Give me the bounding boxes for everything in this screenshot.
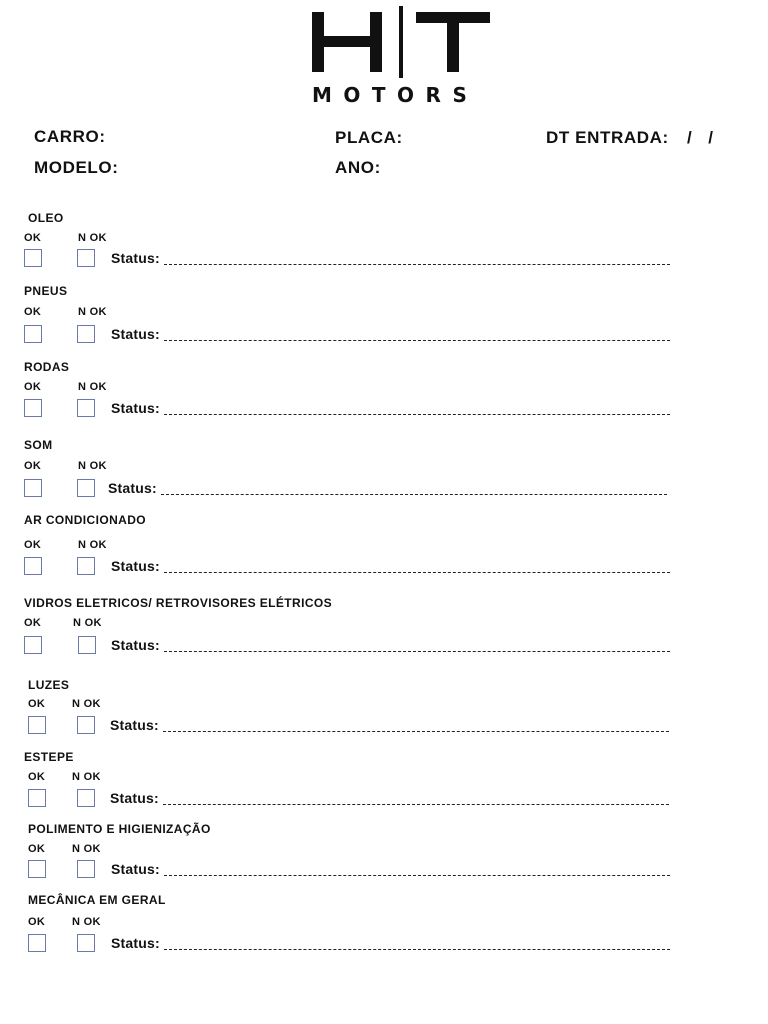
section-title: AR CONDICIONADO (24, 513, 146, 527)
status-input-line[interactable] (163, 804, 669, 805)
status-label: Status: (108, 480, 157, 496)
status-input-line[interactable] (161, 494, 667, 495)
ok-checkbox[interactable] (24, 636, 42, 654)
section-som (0, 438, 768, 508)
ok-checkbox[interactable] (28, 860, 46, 878)
status-input-line[interactable] (164, 264, 670, 265)
section-title: OLEO (28, 211, 64, 225)
ok-label: OK (28, 916, 46, 928)
section-title: SOM (24, 438, 53, 452)
nok-checkbox[interactable] (77, 789, 95, 807)
nok-checkbox[interactable] (77, 249, 95, 267)
section-oleo (0, 211, 768, 281)
status-input-line[interactable] (163, 731, 669, 732)
status-input-line[interactable] (164, 949, 670, 950)
status-label: Status: (111, 637, 160, 653)
nok-label: N OK (78, 539, 107, 551)
section-title: MECÂNICA EM GERAL (28, 893, 166, 907)
section-title: VIDROS ELETRICOS/ RETROVISORES ELÉTRICOS (24, 596, 333, 610)
nok-label: N OK (78, 381, 107, 393)
nok-checkbox[interactable] (77, 934, 95, 952)
section-luzes (0, 678, 768, 748)
nok-checkbox[interactable] (77, 716, 95, 734)
ok-checkbox[interactable] (28, 716, 46, 734)
section-estepe (0, 750, 768, 820)
status-label: Status: (111, 861, 160, 877)
nok-label: N OK (72, 843, 101, 855)
status-label: Status: (111, 400, 160, 416)
status-input-line[interactable] (164, 414, 670, 415)
ok-checkbox[interactable] (24, 249, 42, 267)
section-title: POLIMENTO E HIGIENIZAÇÃO (28, 822, 211, 836)
nok-checkbox[interactable] (77, 325, 95, 343)
section-pneus (0, 284, 768, 354)
ok-label: OK (28, 771, 46, 783)
nok-label: N OK (72, 771, 101, 783)
placa-label: PLACA: (335, 128, 403, 147)
ok-checkbox[interactable] (24, 325, 42, 343)
ok-checkbox[interactable] (28, 789, 46, 807)
status-input-line[interactable] (164, 340, 670, 341)
status-label: Status: (110, 717, 159, 733)
ok-checkbox[interactable] (28, 934, 46, 952)
status-input-line[interactable] (164, 572, 670, 573)
nok-checkbox[interactable] (77, 479, 95, 497)
status-label: Status: (111, 935, 160, 951)
nok-checkbox[interactable] (77, 399, 95, 417)
logo-mark (310, 6, 494, 78)
ht-motors-logo (310, 6, 494, 107)
carro-label: CARRO: (34, 127, 106, 146)
status-label: Status: (110, 790, 159, 806)
ok-label: OK (28, 843, 46, 855)
status-input-line[interactable] (164, 875, 670, 876)
nok-checkbox[interactable] (78, 636, 96, 654)
section-title: LUZES (28, 678, 70, 692)
nok-label: N OK (78, 306, 107, 318)
status-label: Status: (111, 558, 160, 574)
status-input-line[interactable] (164, 651, 670, 652)
nok-checkbox[interactable] (77, 860, 95, 878)
nok-label: N OK (78, 232, 107, 244)
ok-label: OK (24, 232, 42, 244)
section-title: PNEUS (24, 284, 68, 298)
nok-checkbox[interactable] (77, 557, 95, 575)
ok-label: OK (24, 617, 42, 629)
section-polimento-e-higienizacao (0, 822, 768, 892)
modelo-label: MODELO: (34, 158, 119, 177)
status-label: Status: (111, 326, 160, 342)
status-label: Status: (111, 250, 160, 266)
ok-checkbox[interactable] (24, 399, 42, 417)
section-title: RODAS (24, 360, 70, 374)
ok-label: OK (24, 539, 42, 551)
dt-entrada-value: / / (687, 128, 714, 147)
section-vidros-eletricos-retrovisores-eletricos (0, 596, 768, 666)
ano-label: ANO: (335, 158, 381, 177)
ok-label: OK (28, 698, 46, 710)
ok-label: OK (24, 460, 42, 472)
nok-label: N OK (73, 617, 102, 629)
section-title: ESTEPE (24, 750, 74, 764)
ok-label: OK (24, 381, 42, 393)
ok-checkbox[interactable] (24, 557, 42, 575)
dt-entrada-label: DT ENTRADA: (546, 128, 669, 147)
ok-label: OK (24, 306, 42, 318)
nok-label: N OK (72, 916, 101, 928)
section-rodas (0, 360, 768, 430)
logo-subtitle: MOTORS (312, 83, 479, 107)
nok-label: N OK (78, 460, 107, 472)
nok-label: N OK (72, 698, 101, 710)
section-mecanica-em-geral (0, 893, 768, 963)
section-ar-condicionado (0, 513, 768, 583)
ok-checkbox[interactable] (24, 479, 42, 497)
